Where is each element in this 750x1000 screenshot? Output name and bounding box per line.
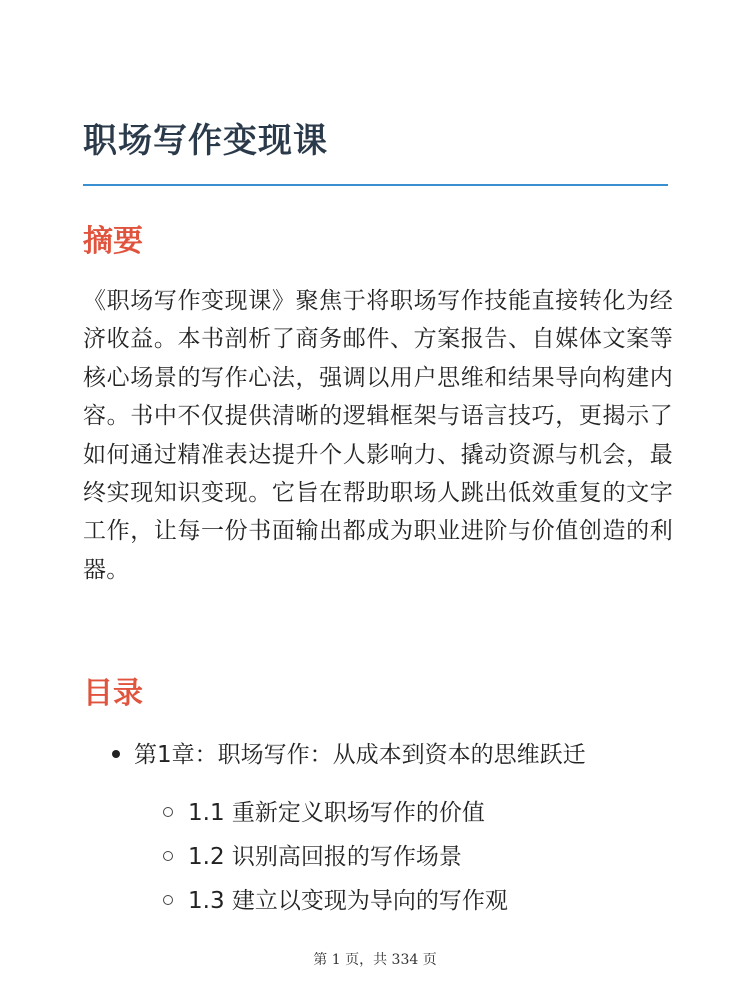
bullet-circle-icon	[163, 895, 173, 905]
document-title: 职场写作变现课	[83, 121, 328, 161]
toc-section-item[interactable]	[163, 797, 485, 829]
toc-section-label: 1.3 建立以变现为导向的写作观	[188, 888, 508, 914]
abstract-heading: 摘要	[83, 224, 143, 259]
bullet-circle-icon	[163, 851, 173, 861]
abstract-paragraph: 《职场写作变现课》聚焦于将职场写作技能直接转化为经济收益。本书剖析了商务邮件、方案报告、自媒体文案等核心场景的写作心法，强调以用户思维和结果导向构建内容。书中不仅提供清晰的逻辑框架与语言技巧，更揭示了如何通过精准表达提升个人影响力、撬动资源与机会，最终实现知识变现。它旨在帮助职场人跳出低效重复的文字工作，让每一份书面输出都成为职业进阶与价值创造的利器。	[83, 288, 673, 583]
page-number-footer: 第 1 页，共 334 页	[313, 952, 437, 968]
bullet-disc-icon	[112, 750, 120, 758]
toc-chapter-item[interactable]	[112, 739, 586, 771]
toc-section-label: 1.1 重新定义职场写作的价值	[188, 800, 485, 826]
toc-section-item[interactable]	[163, 841, 462, 873]
toc-section-item[interactable]	[163, 885, 508, 917]
bullet-circle-icon	[163, 807, 173, 817]
toc-section-label: 1.2 识别高回报的写作场景	[188, 844, 462, 870]
toc-heading: 目录	[83, 676, 143, 711]
toc-chapter-label: 第1章：职场写作：从成本到资本的思维跃迁	[134, 742, 586, 768]
title-divider	[83, 184, 668, 186]
